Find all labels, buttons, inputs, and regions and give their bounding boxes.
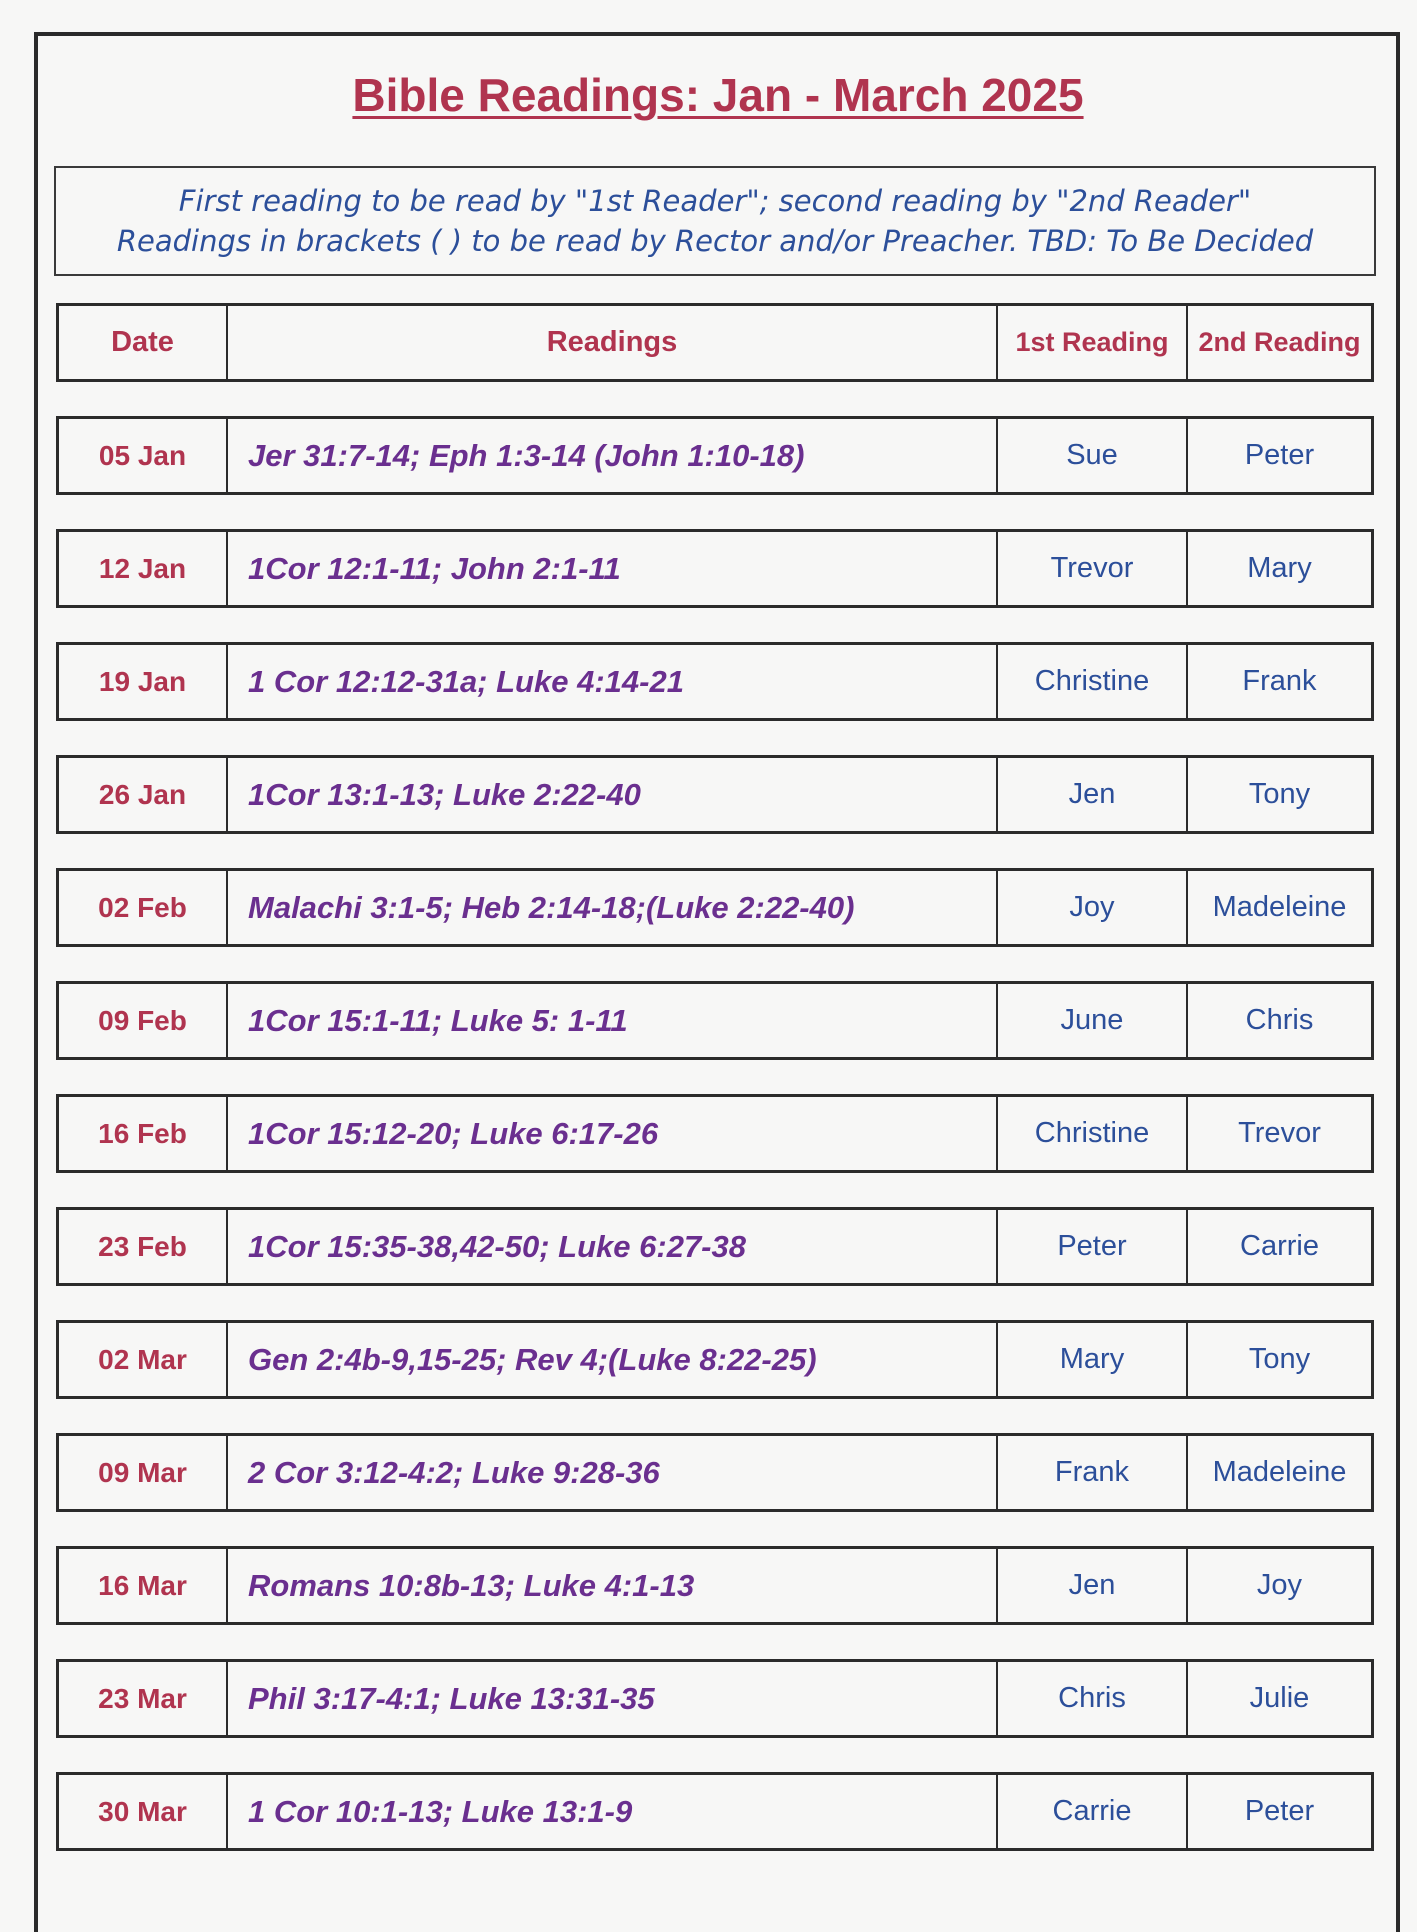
readings-cell: Romans 10:8b-13; Luke 4:1-13 (228, 1549, 998, 1622)
second-reader-cell: Chris (1245, 1004, 1314, 1036)
readings-cell: Phil 3:17-4:1; Luke 13:31-35 (228, 1662, 998, 1735)
second-reader-cell: Carrie (1240, 1230, 1319, 1262)
second-reader-cell: Trevor (1238, 1117, 1321, 1149)
instruction-line-2: Readings in brackets ( ) to be read by Rector and/or Preacher. TBD: To Be Decided (116, 224, 1314, 258)
header-first-reading: 1st Reading (998, 306, 1188, 379)
table-row (56, 981, 1374, 1060)
table-row (56, 1433, 1374, 1512)
second-reader-cell: Peter (1244, 439, 1315, 471)
first-reader-cell: Frank (998, 1436, 1188, 1509)
first-reader-cell: Mary (998, 1323, 1188, 1396)
readings-cell: 2 Cor 3:12-4:2; Luke 9:28-36 (228, 1436, 998, 1509)
table-row (56, 1772, 1374, 1851)
table-row (56, 1094, 1374, 1173)
second-reader-cell: Tony (1248, 778, 1311, 810)
second-reader-cell: Julie (1249, 1682, 1310, 1714)
table-row (56, 868, 1374, 947)
readings-cell: 1 Cor 10:1-13; Luke 13:1-9 (228, 1775, 998, 1848)
first-reader-cell: Chris (998, 1662, 1188, 1735)
instruction-line-1: First reading to be read by "1st Reader"; second reading by "2nd Reader" (178, 184, 1252, 218)
instructions-box (54, 166, 1376, 276)
date-cell: 16 Mar (59, 1549, 228, 1622)
readings-cell: Jer 31:7-14; Eph 1:3-14 (John 1:10-18) (228, 419, 998, 492)
date-cell: 16 Feb (59, 1097, 228, 1170)
table-row (56, 755, 1374, 834)
first-reader-cell: Sue (998, 419, 1188, 492)
first-reader-cell: Joy (998, 871, 1188, 944)
readings-cell: Gen 2:4b-9,15-25; Rev 4;(Luke 8:22-25) (228, 1323, 998, 1396)
first-reader-cell: Jen (998, 758, 1188, 831)
readings-cell: 1 Cor 12:12-31a; Luke 4:14-21 (228, 645, 998, 718)
second-reader-cell: Mary (1247, 552, 1312, 584)
date-cell: 23 Feb (59, 1210, 228, 1283)
readings-cell: 1Cor 13:1-13; Luke 2:22-40 (228, 758, 998, 831)
readings-cell: 1Cor 15:12-20; Luke 6:17-26 (228, 1097, 998, 1170)
readings-cell: 1Cor 15:1-11; Luke 5: 1-11 (228, 984, 998, 1057)
second-reader-cell: Madeleine (1212, 1456, 1347, 1488)
readings-cell: 1Cor 15:35-38,42-50; Luke 6:27-38 (228, 1210, 998, 1283)
first-reader-cell: Christine (998, 645, 1188, 718)
date-cell: 02 Mar (59, 1323, 228, 1396)
table-header (56, 303, 1374, 382)
first-reader-cell: Jen (998, 1549, 1188, 1622)
first-reader-cell: Christine (998, 1097, 1188, 1170)
table-row (56, 1207, 1374, 1286)
second-reader-cell: Tony (1248, 1343, 1311, 1375)
date-cell: 12 Jan (59, 532, 228, 605)
date-cell: 26 Jan (59, 758, 228, 831)
date-cell: 23 Mar (59, 1662, 228, 1735)
page-title: Bible Readings: Jan - March 2025 (352, 69, 1084, 121)
second-reader-cell: Joy (1256, 1569, 1303, 1601)
header-readings: Readings (228, 306, 998, 379)
date-cell: 09 Mar (59, 1436, 228, 1509)
table-row (56, 1546, 1374, 1625)
date-cell: 09 Feb (59, 984, 228, 1057)
second-reader-cell: Madeleine (1212, 891, 1347, 923)
table-row (56, 1320, 1374, 1399)
second-reader-cell: Peter (1244, 1795, 1315, 1827)
date-cell: 19 Jan (59, 645, 228, 718)
table-row (56, 1659, 1374, 1738)
table-row (56, 416, 1374, 495)
table-row (56, 529, 1374, 608)
readings-cell: Malachi 3:1-5; Heb 2:14-18;(Luke 2:22-40) (228, 871, 998, 944)
readings-cell: 1Cor 12:1-11; John 2:1-11 (228, 532, 998, 605)
date-cell: 05 Jan (59, 419, 228, 492)
date-cell: 30 Mar (59, 1775, 228, 1848)
first-reader-cell: June (998, 984, 1188, 1057)
table-row (56, 642, 1374, 721)
header-second-reading: 2nd Reading (1198, 327, 1361, 357)
first-reader-cell: Trevor (998, 532, 1188, 605)
header-date: Date (59, 306, 228, 379)
second-reader-cell: Frank (1242, 665, 1317, 697)
first-reader-cell: Peter (998, 1210, 1188, 1283)
first-reader-cell: Carrie (998, 1775, 1188, 1848)
date-cell: 02 Feb (59, 871, 228, 944)
